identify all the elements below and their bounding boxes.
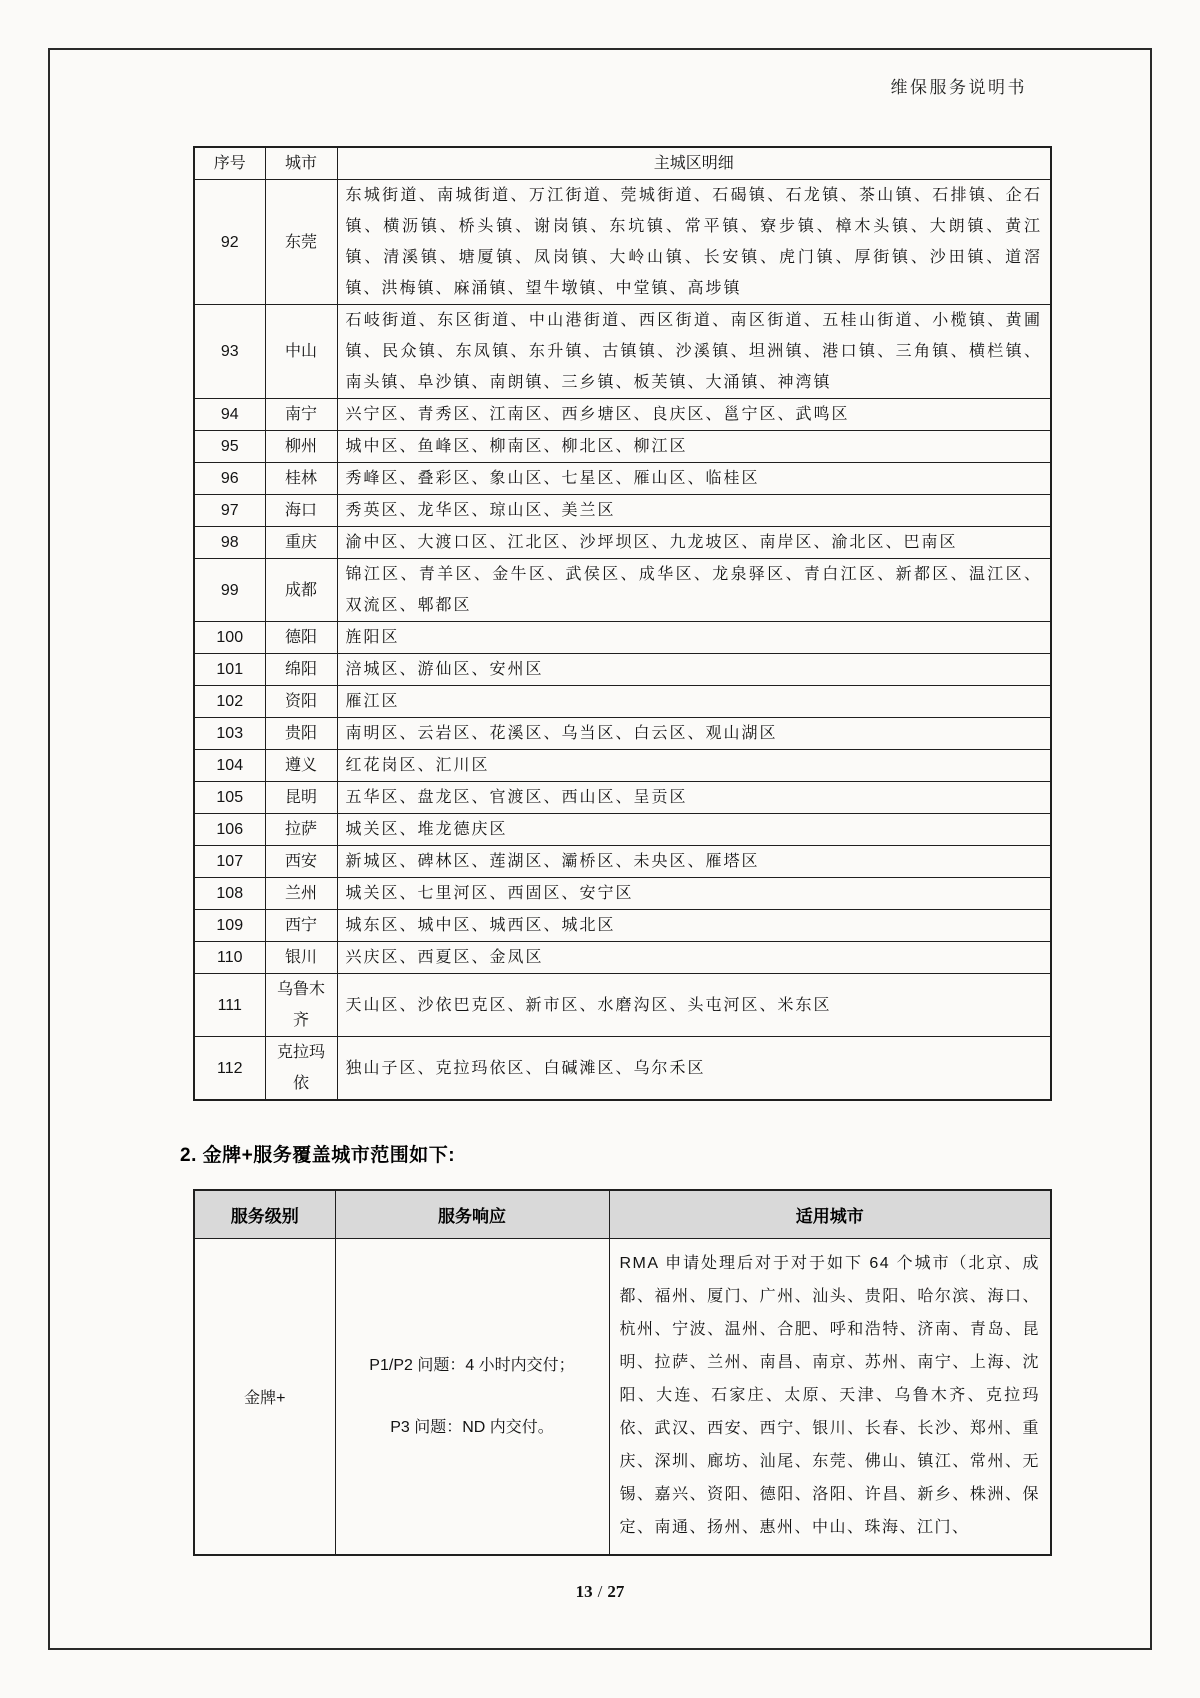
city-cell: 海口 xyxy=(265,495,337,527)
city-cell: 桂林 xyxy=(265,463,337,495)
table-row xyxy=(194,654,1051,686)
districts-cell: 南明区、云岩区、花溪区、乌当区、白云区、观山湖区 xyxy=(337,718,1051,750)
page-number-current: 13 xyxy=(575,1582,593,1601)
column-header-service-level: 服务级别 xyxy=(194,1190,335,1239)
row-number-cell: 101 xyxy=(194,654,265,686)
row-number-cell: 102 xyxy=(194,686,265,718)
districts-cell: 锦江区、青羊区、金牛区、武侯区、成华区、龙泉驿区、青白江区、新都区、温江区、双流区、郫都区 xyxy=(337,559,1051,622)
row-number-cell: 97 xyxy=(194,495,265,527)
district-table-head xyxy=(194,147,1051,180)
table-row xyxy=(194,782,1051,814)
city-cell: 中山 xyxy=(265,305,337,399)
document-header-title: 维保服务说明书 xyxy=(890,78,1027,97)
table-row xyxy=(194,495,1051,527)
service-table-head xyxy=(194,1190,1051,1239)
districts-cell: 秀英区、龙华区、琼山区、美兰区 xyxy=(337,495,1051,527)
row-number-cell: 98 xyxy=(194,527,265,559)
row-number-cell: 96 xyxy=(194,463,265,495)
response-paragraph-p1p2: P1/P2 问题：4 小时内交付； xyxy=(369,1357,575,1374)
districts-cell: 城东区、城中区、城西区、城北区 xyxy=(337,910,1051,942)
districts-cell: 秀峰区、叠彩区、象山区、七星区、雁山区、临桂区 xyxy=(337,463,1051,495)
districts-cell: 新城区、碑林区、莲湖区、灞桥区、未央区、雁塔区 xyxy=(337,846,1051,878)
table-row xyxy=(194,527,1051,559)
table-row xyxy=(194,463,1051,495)
column-header-no: 序号 xyxy=(194,147,265,180)
table-row xyxy=(194,686,1051,718)
city-cell: 绵阳 xyxy=(265,654,337,686)
service-level-table xyxy=(193,1189,1052,1556)
table-row xyxy=(194,431,1051,463)
table-row xyxy=(194,750,1051,782)
column-header-applicable-cities: 适用城市 xyxy=(609,1190,1051,1239)
table-row xyxy=(194,846,1051,878)
city-cell: 兰州 xyxy=(265,878,337,910)
table-row xyxy=(194,974,1051,1037)
row-number-cell: 104 xyxy=(194,750,265,782)
row-number-cell: 92 xyxy=(194,180,265,305)
table-row xyxy=(194,622,1051,654)
table-row xyxy=(194,718,1051,750)
table-row xyxy=(194,559,1051,622)
districts-cell: 涪城区、游仙区、安州区 xyxy=(337,654,1051,686)
city-cell: 柳州 xyxy=(265,431,337,463)
row-number-cell: 99 xyxy=(194,559,265,622)
district-table-header-row xyxy=(194,147,1051,180)
districts-cell: 城关区、七里河区、西固区、安宁区 xyxy=(337,878,1051,910)
service-table-header-row xyxy=(194,1190,1051,1239)
table-row xyxy=(194,814,1051,846)
row-number-cell: 105 xyxy=(194,782,265,814)
city-cell: 西宁 xyxy=(265,910,337,942)
city-cell: 拉萨 xyxy=(265,814,337,846)
districts-cell: 旌阳区 xyxy=(337,622,1051,654)
table-row xyxy=(194,1037,1051,1101)
districts-cell: 独山子区、克拉玛依区、白碱滩区、乌尔禾区 xyxy=(337,1037,1051,1101)
districts-cell: 东城街道、南城街道、万江街道、莞城街道、石碣镇、石龙镇、茶山镇、石排镇、企石镇、横沥镇、桥头镇、谢岗镇、东坑镇、常平镇、寮步镇、樟木头镇、大朗镇、黄江镇、清溪镇、塘厦镇、凤岗镇、大岭山镇、长安镇、虎门镇、厚街镇、沙田镇、道滘镇、洪梅镇、麻涌镇、望牛墩镇、中堂镇、高埗镇 xyxy=(337,180,1051,305)
districts-cell: 兴庆区、西夏区、金凤区 xyxy=(337,942,1051,974)
city-cell: 贵阳 xyxy=(265,718,337,750)
district-table xyxy=(193,146,1052,1101)
districts-cell: 兴宁区、青秀区、江南区、西乡塘区、良庆区、邕宁区、武鸣区 xyxy=(337,399,1051,431)
city-cell: 银川 xyxy=(265,942,337,974)
column-header-service-response: 服务响应 xyxy=(335,1190,609,1239)
response-paragraph-p3: P3 问题：ND 内交付。 xyxy=(390,1419,554,1436)
section-2-heading: 2. 金牌+服务覆盖城市范围如下: xyxy=(180,1145,456,1166)
districts-cell: 红花岗区、汇川区 xyxy=(337,750,1051,782)
page-number-total: 27 xyxy=(607,1582,625,1601)
city-cell: 西安 xyxy=(265,846,337,878)
row-number-cell: 106 xyxy=(194,814,265,846)
districts-cell: 石岐街道、东区街道、中山港街道、西区街道、南区街道、五桂山街道、小榄镇、黄圃镇、民众镇、东凤镇、东升镇、古镇镇、沙溪镇、坦洲镇、港口镇、三角镇、横栏镇、南头镇、阜沙镇、南朗镇、三乡镇、板芙镇、大涌镇、神湾镇 xyxy=(337,305,1051,399)
table-row xyxy=(194,399,1051,431)
districts-cell: 城中区、鱼峰区、柳南区、柳北区、柳江区 xyxy=(337,431,1051,463)
row-number-cell: 112 xyxy=(194,1037,265,1101)
city-cell: 成都 xyxy=(265,559,337,622)
row-number-cell: 110 xyxy=(194,942,265,974)
applicable-cities-cell: RMA 申请处理后对于对于如下 64 个城市（北京、成都、福州、厦门、广州、汕头、贵阳、哈尔滨、海口、杭州、宁波、温州、合肥、呼和浩特、济南、青岛、昆明、拉萨、兰州、南昌、南京、苏州、南宁、上海、沈阳、大连、石家庄、太原、天津、乌鲁木齐、克拉玛依、武汉、西安、西宁、银川、长春、长沙、郑州、重庆、深圳、廊坊、汕尾、东莞、佛山、镇江、常州、无锡、嘉兴、资阳、德阳、洛阳、许昌、新乡、株洲、保定、南通、扬州、惠州、中山、珠海、江门、 xyxy=(609,1239,1051,1556)
districts-cell: 天山区、沙依巴克区、新市区、水磨沟区、头屯河区、米东区 xyxy=(337,974,1051,1037)
page-content xyxy=(50,50,1150,1648)
table-row xyxy=(194,305,1051,399)
districts-cell: 雁江区 xyxy=(337,686,1051,718)
row-number-cell: 107 xyxy=(194,846,265,878)
districts-cell: 五华区、盘龙区、官渡区、西山区、呈贡区 xyxy=(337,782,1051,814)
service-table-row xyxy=(194,1239,1051,1556)
row-number-cell: 111 xyxy=(194,974,265,1037)
service-table-body xyxy=(194,1239,1051,1556)
city-cell: 重庆 xyxy=(265,527,337,559)
city-cell: 南宁 xyxy=(265,399,337,431)
page-number-separator: / xyxy=(597,1582,603,1601)
row-number-cell: 95 xyxy=(194,431,265,463)
row-number-cell: 100 xyxy=(194,622,265,654)
page-footer xyxy=(0,1582,1200,1602)
service-level-cell: 金牌+ xyxy=(194,1239,335,1556)
city-cell: 遵义 xyxy=(265,750,337,782)
row-number-cell: 108 xyxy=(194,878,265,910)
district-table-body xyxy=(194,180,1051,1101)
table-row xyxy=(194,878,1051,910)
row-number-cell: 109 xyxy=(194,910,265,942)
row-number-cell: 94 xyxy=(194,399,265,431)
city-cell: 资阳 xyxy=(265,686,337,718)
city-cell: 乌鲁木齐 xyxy=(265,974,337,1037)
service-response-cell xyxy=(335,1239,609,1556)
table-row xyxy=(194,910,1051,942)
districts-cell: 城关区、堆龙德庆区 xyxy=(337,814,1051,846)
city-cell: 德阳 xyxy=(265,622,337,654)
districts-cell: 渝中区、大渡口区、江北区、沙坪坝区、九龙坡区、南岸区、渝北区、巴南区 xyxy=(337,527,1051,559)
city-cell: 东莞 xyxy=(265,180,337,305)
row-number-cell: 93 xyxy=(194,305,265,399)
city-cell: 克拉玛依 xyxy=(265,1037,337,1101)
city-cell: 昆明 xyxy=(265,782,337,814)
row-number-cell: 103 xyxy=(194,718,265,750)
column-header-detail: 主城区明细 xyxy=(337,147,1051,180)
table-row xyxy=(194,180,1051,305)
column-header-city: 城市 xyxy=(265,147,337,180)
table-row xyxy=(194,942,1051,974)
